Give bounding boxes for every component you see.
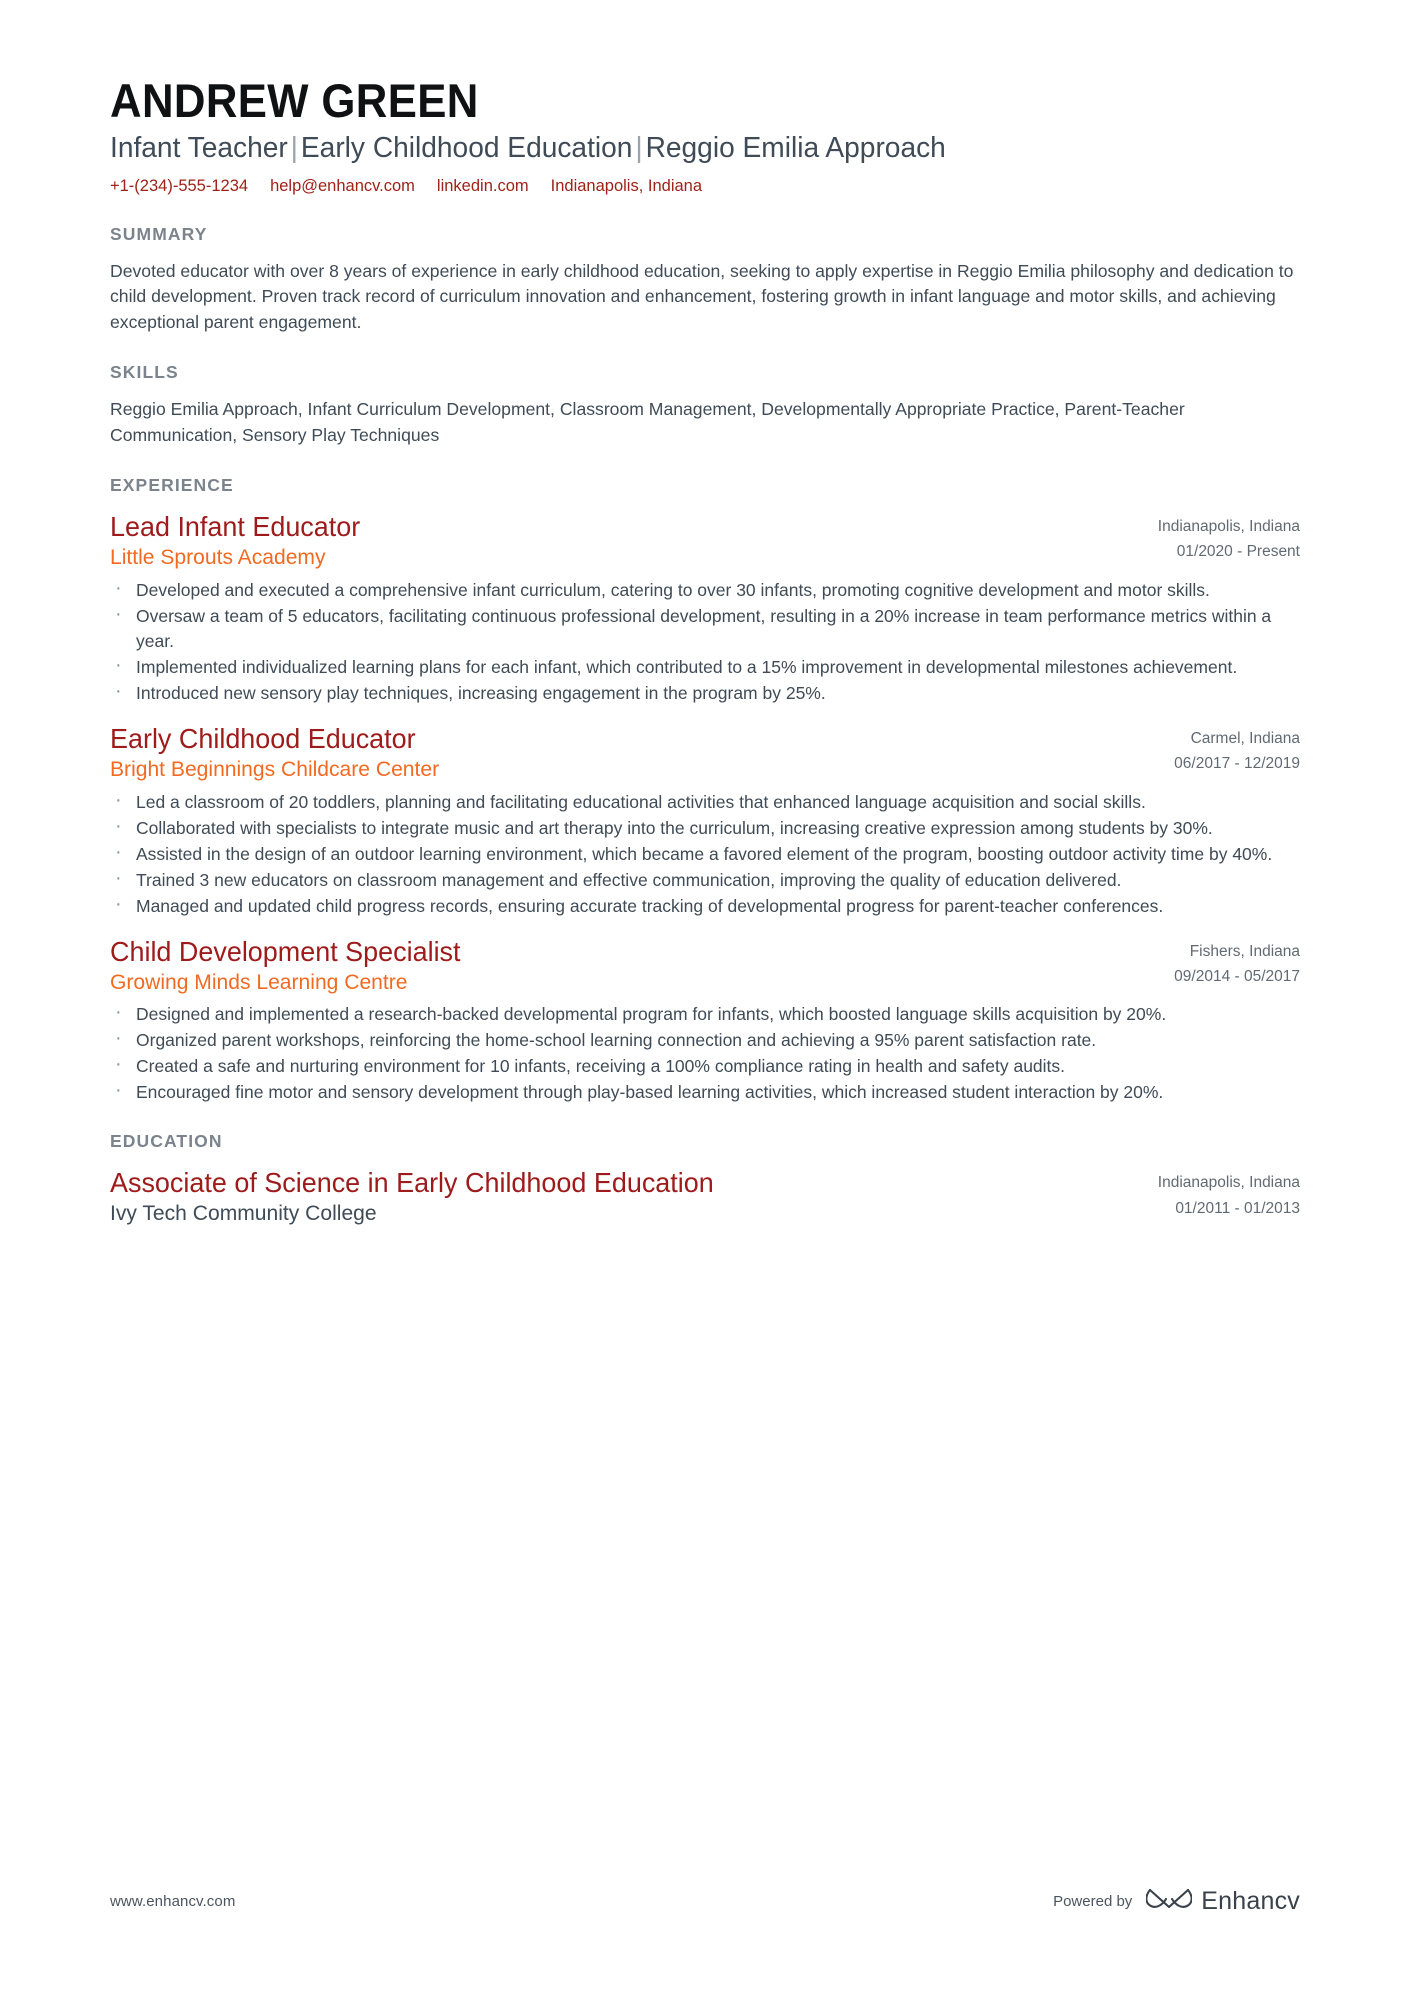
section-experience <box>110 475 1300 1106</box>
headline-part: Infant Teacher <box>110 132 288 165</box>
experience-bullet: · Implemented individualized learning plans for each infant, which contributed to a 15% improvement in developmental milestones achievement. <box>110 655 1300 680</box>
experience-entry-dates: 09/2014 - 05/2017 <box>1174 967 1300 985</box>
experience-entry-identity <box>110 510 1134 571</box>
experience-entry-title: Early Childhood Educator <box>110 722 416 754</box>
experience-bullet: · Oversaw a team of 5 educators, facilitating continuous professional development, resulting in a 20% increase in team performance metrics within a year. <box>110 604 1300 654</box>
experience-bullet: · Organized parent workshops, reinforcing the home-school learning connection and achieving a 95% parent satisfaction rate. <box>110 1028 1300 1053</box>
experience-bullet: · Collaborated with specialists to integrate music and art therapy into the curriculum, increasing creative expression among students by 30%. <box>110 816 1300 841</box>
experience-entry-location: Carmel, Indiana <box>1190 729 1300 747</box>
skills-text: Reggio Emilia Approach, Infant Curriculum Development, Classroom Management, Developmentally Appropriate Practice, Parent-Teacher Communication, Sensory Play Techniques <box>110 399 1185 446</box>
enhancv-wordmark: Enhancv <box>1201 1887 1300 1915</box>
resume-header <box>110 76 1300 198</box>
education-entry-dates: 01/2011 - 01/2013 <box>1175 1199 1300 1217</box>
experience-bullet: · Encouraged fine motor and sensory development through play-based learning activities, which increased student interaction by 20%. <box>110 1080 1300 1105</box>
section-education <box>110 1131 1300 1227</box>
footer-branding <box>1053 1886 1300 1917</box>
contact-linkedin[interactable]: linkedin.com <box>436 177 529 196</box>
experience-entry-location: Fishers, Indiana <box>1189 942 1300 960</box>
education-entry-header <box>110 1166 1300 1227</box>
footer-website[interactable]: www.enhancv.com <box>110 1893 236 1910</box>
experience-entry-location: Indianapolis, Indiana <box>1157 517 1300 535</box>
experience-entry <box>110 722 1300 919</box>
experience-bullet: · Managed and updated child progress records, ensuring accurate tracking of developmental progress for parent-teacher conferences. <box>110 894 1300 919</box>
experience-entry-organization: Little Sprouts Academy <box>110 544 326 569</box>
summary-text: Devoted educator with over 8 years of experience in early childhood education, seeking to apply expertise in Reggio Emilia philosophy and dedication to child development. Proven track record of curriculum innovation and enhancement, fostering growth in infant language and motor skills, and achieving exceptional parent engagement. <box>110 260 1294 333</box>
candidate-headline <box>110 131 1264 166</box>
experience-entry-meta <box>1134 510 1300 564</box>
experience-entry-meta <box>1150 935 1300 989</box>
headline-part: Reggio Emilia Approach <box>645 132 946 165</box>
section-skills <box>110 362 1300 449</box>
section-title-skills: SKILLS <box>110 362 179 383</box>
experience-entry <box>110 510 1300 706</box>
candidate-name: ANDREW GREEN <box>110 74 479 127</box>
experience-entry-header <box>110 722 1300 783</box>
experience-entry <box>110 935 1300 1106</box>
page-footer <box>110 1886 1300 1917</box>
headline-part: Early Childhood Education <box>300 132 633 165</box>
enhancv-logo-icon <box>1146 1886 1192 1917</box>
experience-entry-header <box>110 935 1300 996</box>
education-entry-location: Indianapolis, Indiana <box>1157 1174 1300 1192</box>
powered-by-label: Powered by <box>1053 1893 1133 1910</box>
experience-bullet: · Led a classroom of 20 toddlers, planning and facilitating educational activities that enhanced language acquisition and social skills. <box>110 790 1300 815</box>
section-title-education: EDUCATION <box>110 1131 223 1152</box>
education-entry <box>110 1166 1300 1227</box>
experience-entry-identity <box>110 935 1150 996</box>
contact-list <box>110 176 1300 197</box>
experience-bullet-list <box>110 578 1300 706</box>
experience-entry-title: Lead Infant Educator <box>110 510 361 542</box>
section-title-experience: EXPERIENCE <box>110 474 234 495</box>
section-title-summary: SUMMARY <box>110 223 208 244</box>
headline-separator: | <box>290 132 298 165</box>
experience-entry-organization: Bright Beginnings Childcare Center <box>110 756 440 781</box>
experience-entry-list <box>110 510 1300 1106</box>
education-entry-organization: Ivy Tech Community College <box>110 1201 377 1226</box>
experience-entry-dates: 01/2020 - Present <box>1176 542 1300 560</box>
experience-entry-meta <box>1150 722 1300 776</box>
education-entry-identity <box>110 1166 1134 1227</box>
experience-bullet: · Created a safe and nurturing environment for 10 infants, receiving a 100% compliance rating in health and safety audits. <box>110 1054 1300 1079</box>
contact-email[interactable]: help@enhancv.com <box>270 177 415 196</box>
experience-bullet: · Trained 3 new educators on classroom management and effective communication, improving the quality of education delivered. <box>110 868 1300 893</box>
experience-bullet-list <box>110 790 1300 919</box>
contact-location[interactable]: Indianapolis, Indiana <box>550 177 703 196</box>
section-summary <box>110 224 1300 337</box>
experience-entry-organization: Growing Minds Learning Centre <box>110 969 408 994</box>
contact-phone[interactable]: +1-(234)-555-1234 <box>110 177 249 196</box>
education-entry-meta <box>1134 1166 1300 1220</box>
headline-separator: | <box>635 132 643 165</box>
education-entry-title: Associate of Science in Early Childhood Education <box>110 1167 714 1199</box>
experience-entry-dates: 06/2017 - 12/2019 <box>1174 754 1300 772</box>
experience-bullet: · Designed and implemented a research-backed developmental program for infants, which boosted language skills acquisition by 20%. <box>110 1002 1300 1027</box>
education-entry-list <box>110 1166 1300 1227</box>
experience-bullet: · Developed and executed a comprehensive infant curriculum, catering to over 30 infants, promoting cognitive development and motor skills. <box>110 578 1300 603</box>
enhancv-brand <box>1146 1886 1300 1917</box>
experience-entry-identity <box>110 722 1150 783</box>
experience-bullet-list <box>110 1002 1300 1105</box>
experience-entry-header <box>110 510 1300 571</box>
experience-entry-title: Child Development Specialist <box>110 935 461 967</box>
experience-bullet: · Assisted in the design of an outdoor learning environment, which became a favored element of the program, boosting outdoor activity time by 40%. <box>110 842 1300 867</box>
experience-bullet: · Introduced new sensory play techniques, increasing engagement in the program by 25%. <box>110 681 1300 706</box>
